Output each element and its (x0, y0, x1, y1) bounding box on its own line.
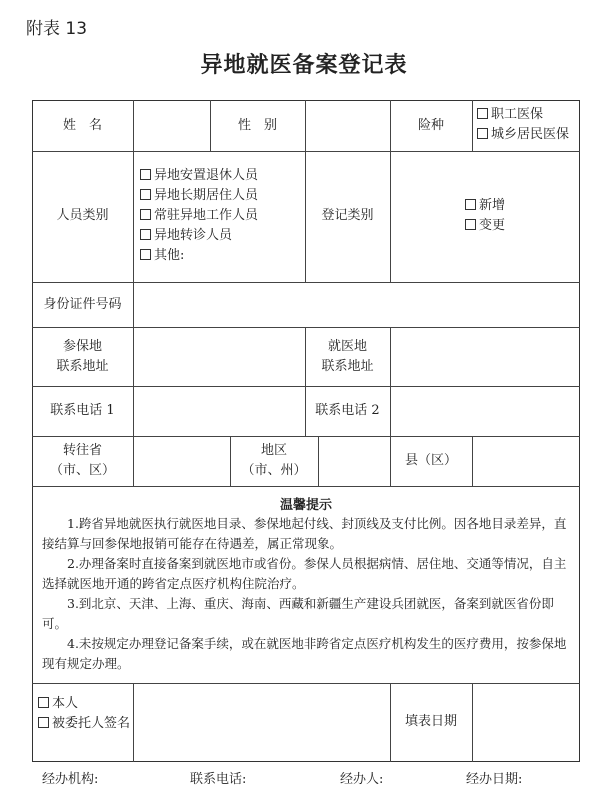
phone1-field[interactable] (135, 388, 303, 434)
phone1-label: 联系电话 1 (50, 403, 115, 418)
signature-field[interactable] (135, 685, 388, 760)
notice-item-4: 4.未按规定办理登记备案手续，或在就医地非跨省定点医疗机构发生的医疗费用，按参保地现有规定办理。 (42, 636, 567, 671)
col-divider (133, 151, 134, 282)
col-divider (133, 282, 134, 327)
row-divider (32, 151, 580, 152)
person-type-options (140, 166, 258, 266)
person-type-option-worker[interactable]: 常驻异地工作人员 (140, 206, 258, 226)
checkbox-icon (38, 717, 49, 728)
row-divider (32, 683, 580, 684)
form-title: 异地就医备案登记表 (200, 52, 408, 78)
col-divider (472, 683, 473, 762)
medical-address-label: 就医地 联系地址 (321, 339, 374, 374)
insurance-label: 险种 (417, 118, 444, 133)
footer-date: 经办日期: (466, 772, 523, 787)
person-type-label: 人员类别 (56, 208, 109, 223)
col-divider (318, 436, 319, 486)
county-field[interactable] (474, 438, 578, 484)
person-type-option-long-term[interactable]: 异地长期居住人员 (140, 186, 258, 206)
register-type-label: 登记类别 (321, 208, 374, 223)
footer-handler: 经办人: (340, 772, 384, 787)
footer-agency: 经办机构: (42, 772, 99, 787)
province-field[interactable] (135, 438, 228, 484)
insured-address-field[interactable] (135, 329, 303, 384)
checkbox-icon (140, 189, 151, 200)
signature-options (38, 694, 130, 734)
name-field[interactable] (135, 102, 208, 149)
appendix-label: 附表 13 (26, 19, 88, 39)
checkbox-icon (140, 229, 151, 240)
col-divider (472, 100, 473, 151)
footer-phone: 联系电话: (190, 772, 247, 787)
person-type-option-referral[interactable]: 异地转诊人员 (140, 226, 258, 246)
medical-address-field[interactable] (392, 329, 578, 384)
register-type-option-change[interactable]: 变更 (465, 216, 505, 236)
col-divider (133, 100, 134, 151)
col-divider (472, 436, 473, 486)
phone2-label: 联系电话 2 (315, 403, 380, 418)
checkbox-icon (38, 697, 49, 708)
notice-title: 温馨提示 (279, 498, 332, 513)
region-field[interactable] (320, 438, 388, 484)
col-divider (305, 100, 306, 151)
col-divider (133, 327, 134, 436)
row-divider (32, 282, 580, 283)
col-divider (133, 436, 134, 486)
signature-option-self[interactable]: 本人 (38, 694, 130, 714)
phone2-field[interactable] (392, 388, 578, 434)
checkbox-icon (465, 199, 476, 210)
insured-address-label: 参保地 联系地址 (56, 339, 109, 374)
fill-date-label: 填表日期 (404, 714, 457, 729)
insurance-option-employee[interactable]: 职工医保 (477, 105, 569, 125)
checkbox-icon (477, 108, 488, 119)
signature-option-delegate[interactable]: 被委托人签名 (38, 714, 130, 734)
insurance-options (477, 105, 569, 145)
fill-date-field[interactable] (474, 685, 578, 760)
row-divider (32, 386, 580, 387)
register-type-option-new[interactable]: 新增 (465, 196, 505, 216)
region-label: 地区 （市、州） (241, 443, 307, 478)
notice-item-2: 2.办理备案时直接备案到就医地市或省份。参保人员根据病情、居住地、交通等情况，自主选择就医地开通的跨省定点医疗机构住院治疗。 (42, 556, 567, 591)
gender-label: 性 别 (237, 118, 277, 133)
col-divider (390, 151, 391, 282)
col-divider (133, 683, 134, 762)
person-type-option-retired[interactable]: 异地安置退休人员 (140, 166, 258, 186)
notice-item-1: 1.跨省异地就医执行就医地目录、参保地起付线、封顶线及支付比例。因各地目录差异，直接结算与回参保地报销可能存在待遇差，属正常现象。 (42, 516, 567, 551)
checkbox-icon (140, 249, 151, 260)
id-number-label: 身份证件号码 (43, 297, 122, 312)
checkbox-icon (140, 209, 151, 220)
row-divider (32, 327, 580, 328)
checkbox-icon (465, 219, 476, 230)
col-divider (390, 327, 391, 436)
register-type-options (465, 196, 505, 236)
person-type-option-other[interactable]: 其他: (140, 246, 258, 266)
name-label: 姓 名 (62, 118, 102, 133)
row-divider (32, 486, 580, 487)
id-number-field[interactable] (135, 284, 578, 325)
notice-item-3: 3.到北京、天津、上海、重庆、海南、西藏和新疆生产建设兵团就医，备案到就医省份即可。 (42, 596, 554, 631)
province-label: 转往省 （市、区） (49, 443, 115, 478)
county-label: 县（区） (404, 453, 457, 468)
checkbox-icon (140, 169, 151, 180)
row-divider (32, 436, 580, 437)
insurance-option-resident[interactable]: 城乡居民医保 (477, 125, 569, 145)
gender-field[interactable] (307, 102, 388, 149)
checkbox-icon (477, 128, 488, 139)
